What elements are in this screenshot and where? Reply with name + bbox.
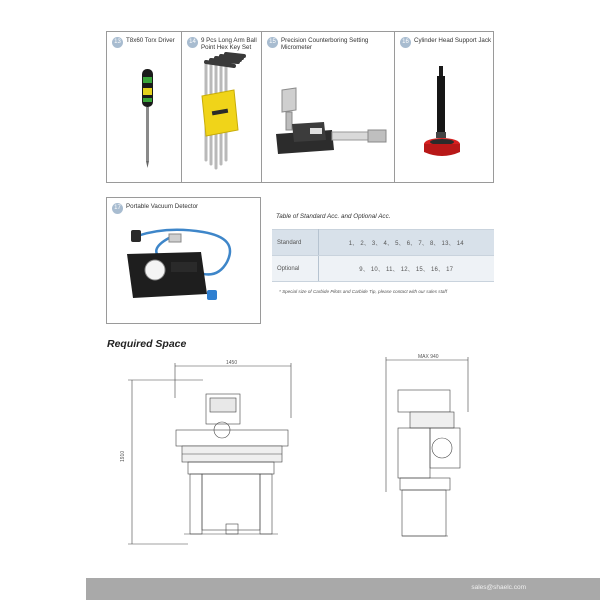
row-label: Optional xyxy=(272,256,318,282)
accessory-number-badge: 13 xyxy=(112,37,123,48)
torx-driver-image xyxy=(107,32,188,184)
accessory-card-13 xyxy=(106,31,187,183)
row-values: 1、 2、 3、 4、 5、 6、 7、 8、 13、 14 xyxy=(318,230,494,256)
accessory-card-16 xyxy=(394,31,494,183)
side-view-drawing xyxy=(376,352,496,552)
table-row xyxy=(272,256,494,282)
setting-micrometer-image xyxy=(262,32,397,184)
acc-table-title: Table of Standard Acc. and Optional Acc. xyxy=(276,213,391,220)
width-dimension-label: 1450 xyxy=(226,360,238,366)
accessory-caption: Portable Vacuum Detector xyxy=(126,203,199,210)
accessory-caption: Precision Counterboring Setting Micrometer xyxy=(281,37,369,52)
row-label: Standard xyxy=(272,230,318,256)
vacuum-detector-image xyxy=(107,198,262,325)
table-row xyxy=(272,230,494,256)
accessory-number-badge: 15 xyxy=(267,37,278,48)
accessory-card-14 xyxy=(181,31,267,183)
depth-dimension-label: MAX 940 xyxy=(418,354,439,360)
accessory-number-badge: 14 xyxy=(187,37,198,48)
accessory-caption: T8x60 Torx Driver xyxy=(126,37,175,44)
footer-email[interactable]: sales@shaelc.com xyxy=(471,584,526,591)
hex-key-set-image xyxy=(182,32,268,184)
acc-table xyxy=(272,229,494,282)
accessory-caption: Cylinder Head Support Jack xyxy=(414,37,492,44)
accessory-number-badge: 17 xyxy=(112,203,123,214)
accessory-card-17 xyxy=(106,197,261,324)
footer-bar xyxy=(86,578,600,600)
height-dimension-label: 1910 xyxy=(120,450,126,462)
acc-footnote: * Special size of Carbide Pilots and Carbide Tip, please contact with our sales staff xyxy=(279,289,447,294)
accessory-caption: 9 Pcs Long Arm Ball Point Hex Key Set xyxy=(201,37,257,52)
row-values: 9、 10、 11、 12、 15、 16、 17 xyxy=(318,256,494,282)
required-space-title: Required Space xyxy=(107,338,187,350)
support-jack-image xyxy=(395,32,495,184)
accessory-number-badge: 16 xyxy=(400,37,411,48)
accessory-card-15 xyxy=(261,31,396,183)
front-view-drawing xyxy=(118,358,318,558)
